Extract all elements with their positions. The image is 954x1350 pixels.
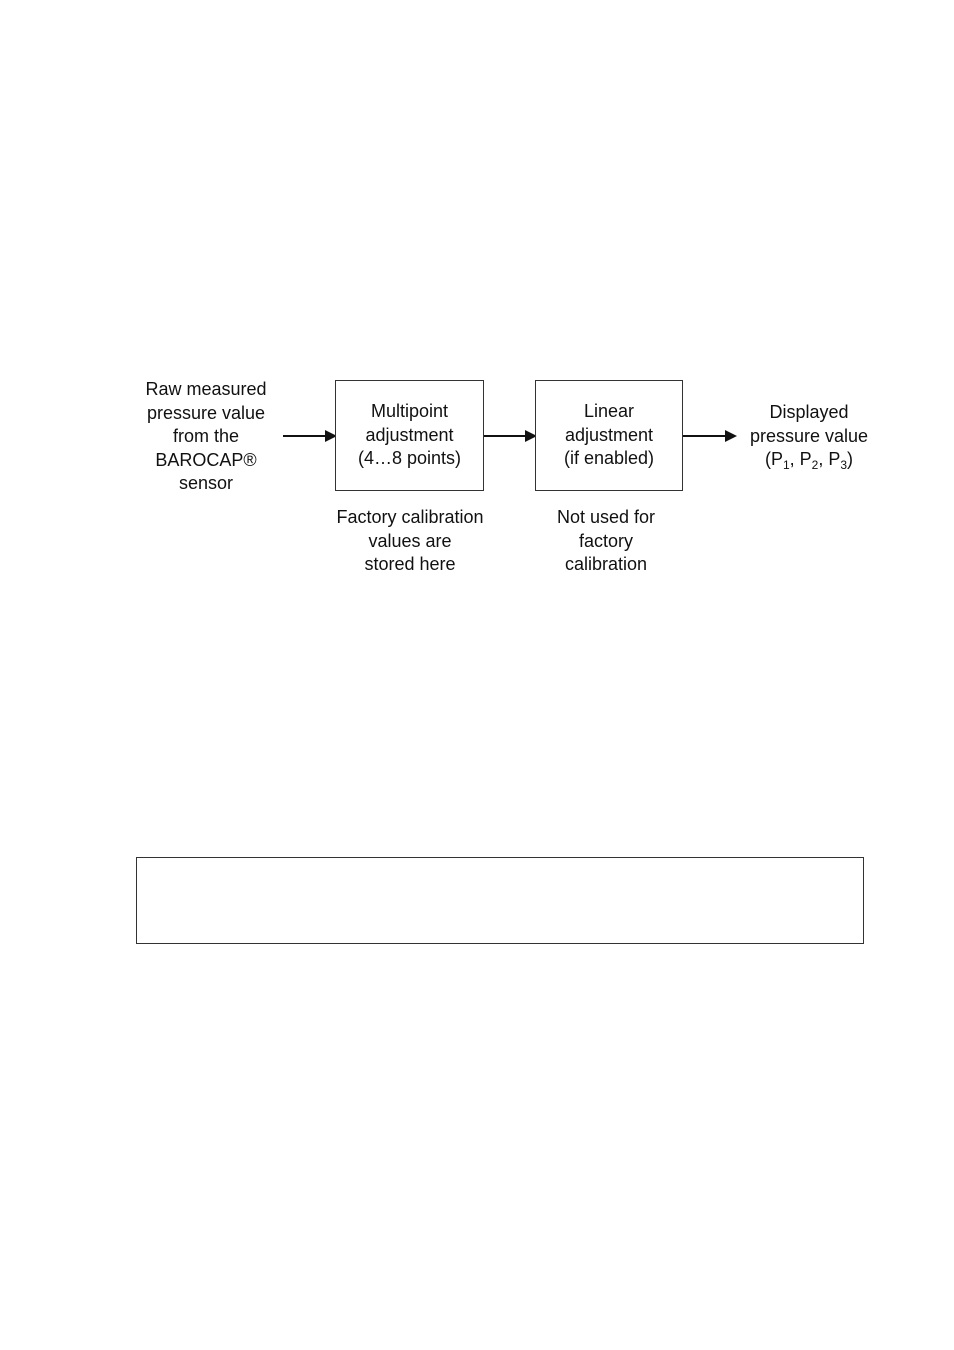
multipoint-note-line: values are bbox=[368, 530, 452, 551]
output-label bbox=[732, 401, 886, 472]
multipoint-box-line: (4…8 points) bbox=[357, 448, 462, 469]
input-label bbox=[126, 378, 286, 496]
linear-box-line: (if enabled) bbox=[563, 448, 655, 469]
multipoint-note bbox=[315, 506, 505, 577]
empty-note-box bbox=[136, 857, 864, 944]
arrow-input-to-multipoint bbox=[283, 435, 335, 437]
arrow-multipoint-to-linear bbox=[484, 435, 535, 437]
output-label-line: ($P_1$, $P_2$, $P_3$) bbox=[764, 449, 854, 472]
linear-note-line: factory bbox=[578, 530, 634, 551]
multipoint-note-line: Factory calibration bbox=[336, 507, 484, 527]
input-label-line: Raw measured bbox=[145, 379, 267, 399]
linear-note-line: calibration bbox=[564, 554, 648, 574]
input-label-line: sensor bbox=[178, 473, 234, 493]
multipoint-note-line: stored here bbox=[364, 554, 456, 574]
linear-note-line: Not used for bbox=[556, 507, 656, 527]
output-label-line: Displayed bbox=[769, 402, 849, 422]
linear-box-line: Linear bbox=[583, 401, 635, 422]
input-label-line: BAROCAP® bbox=[155, 449, 257, 470]
multipoint-adjustment-box bbox=[335, 380, 484, 491]
input-label-line: pressure value bbox=[146, 402, 266, 423]
linear-note bbox=[525, 506, 687, 577]
linear-adjustment-box bbox=[535, 380, 683, 491]
output-label-line: pressure value bbox=[749, 425, 869, 446]
linear-box-line: adjustment bbox=[564, 424, 654, 445]
input-label-line: from the bbox=[172, 426, 240, 446]
multipoint-box-line: adjustment bbox=[365, 424, 454, 445]
arrow-linear-to-output bbox=[683, 435, 735, 437]
multipoint-box-line: Multipoint bbox=[370, 401, 449, 422]
